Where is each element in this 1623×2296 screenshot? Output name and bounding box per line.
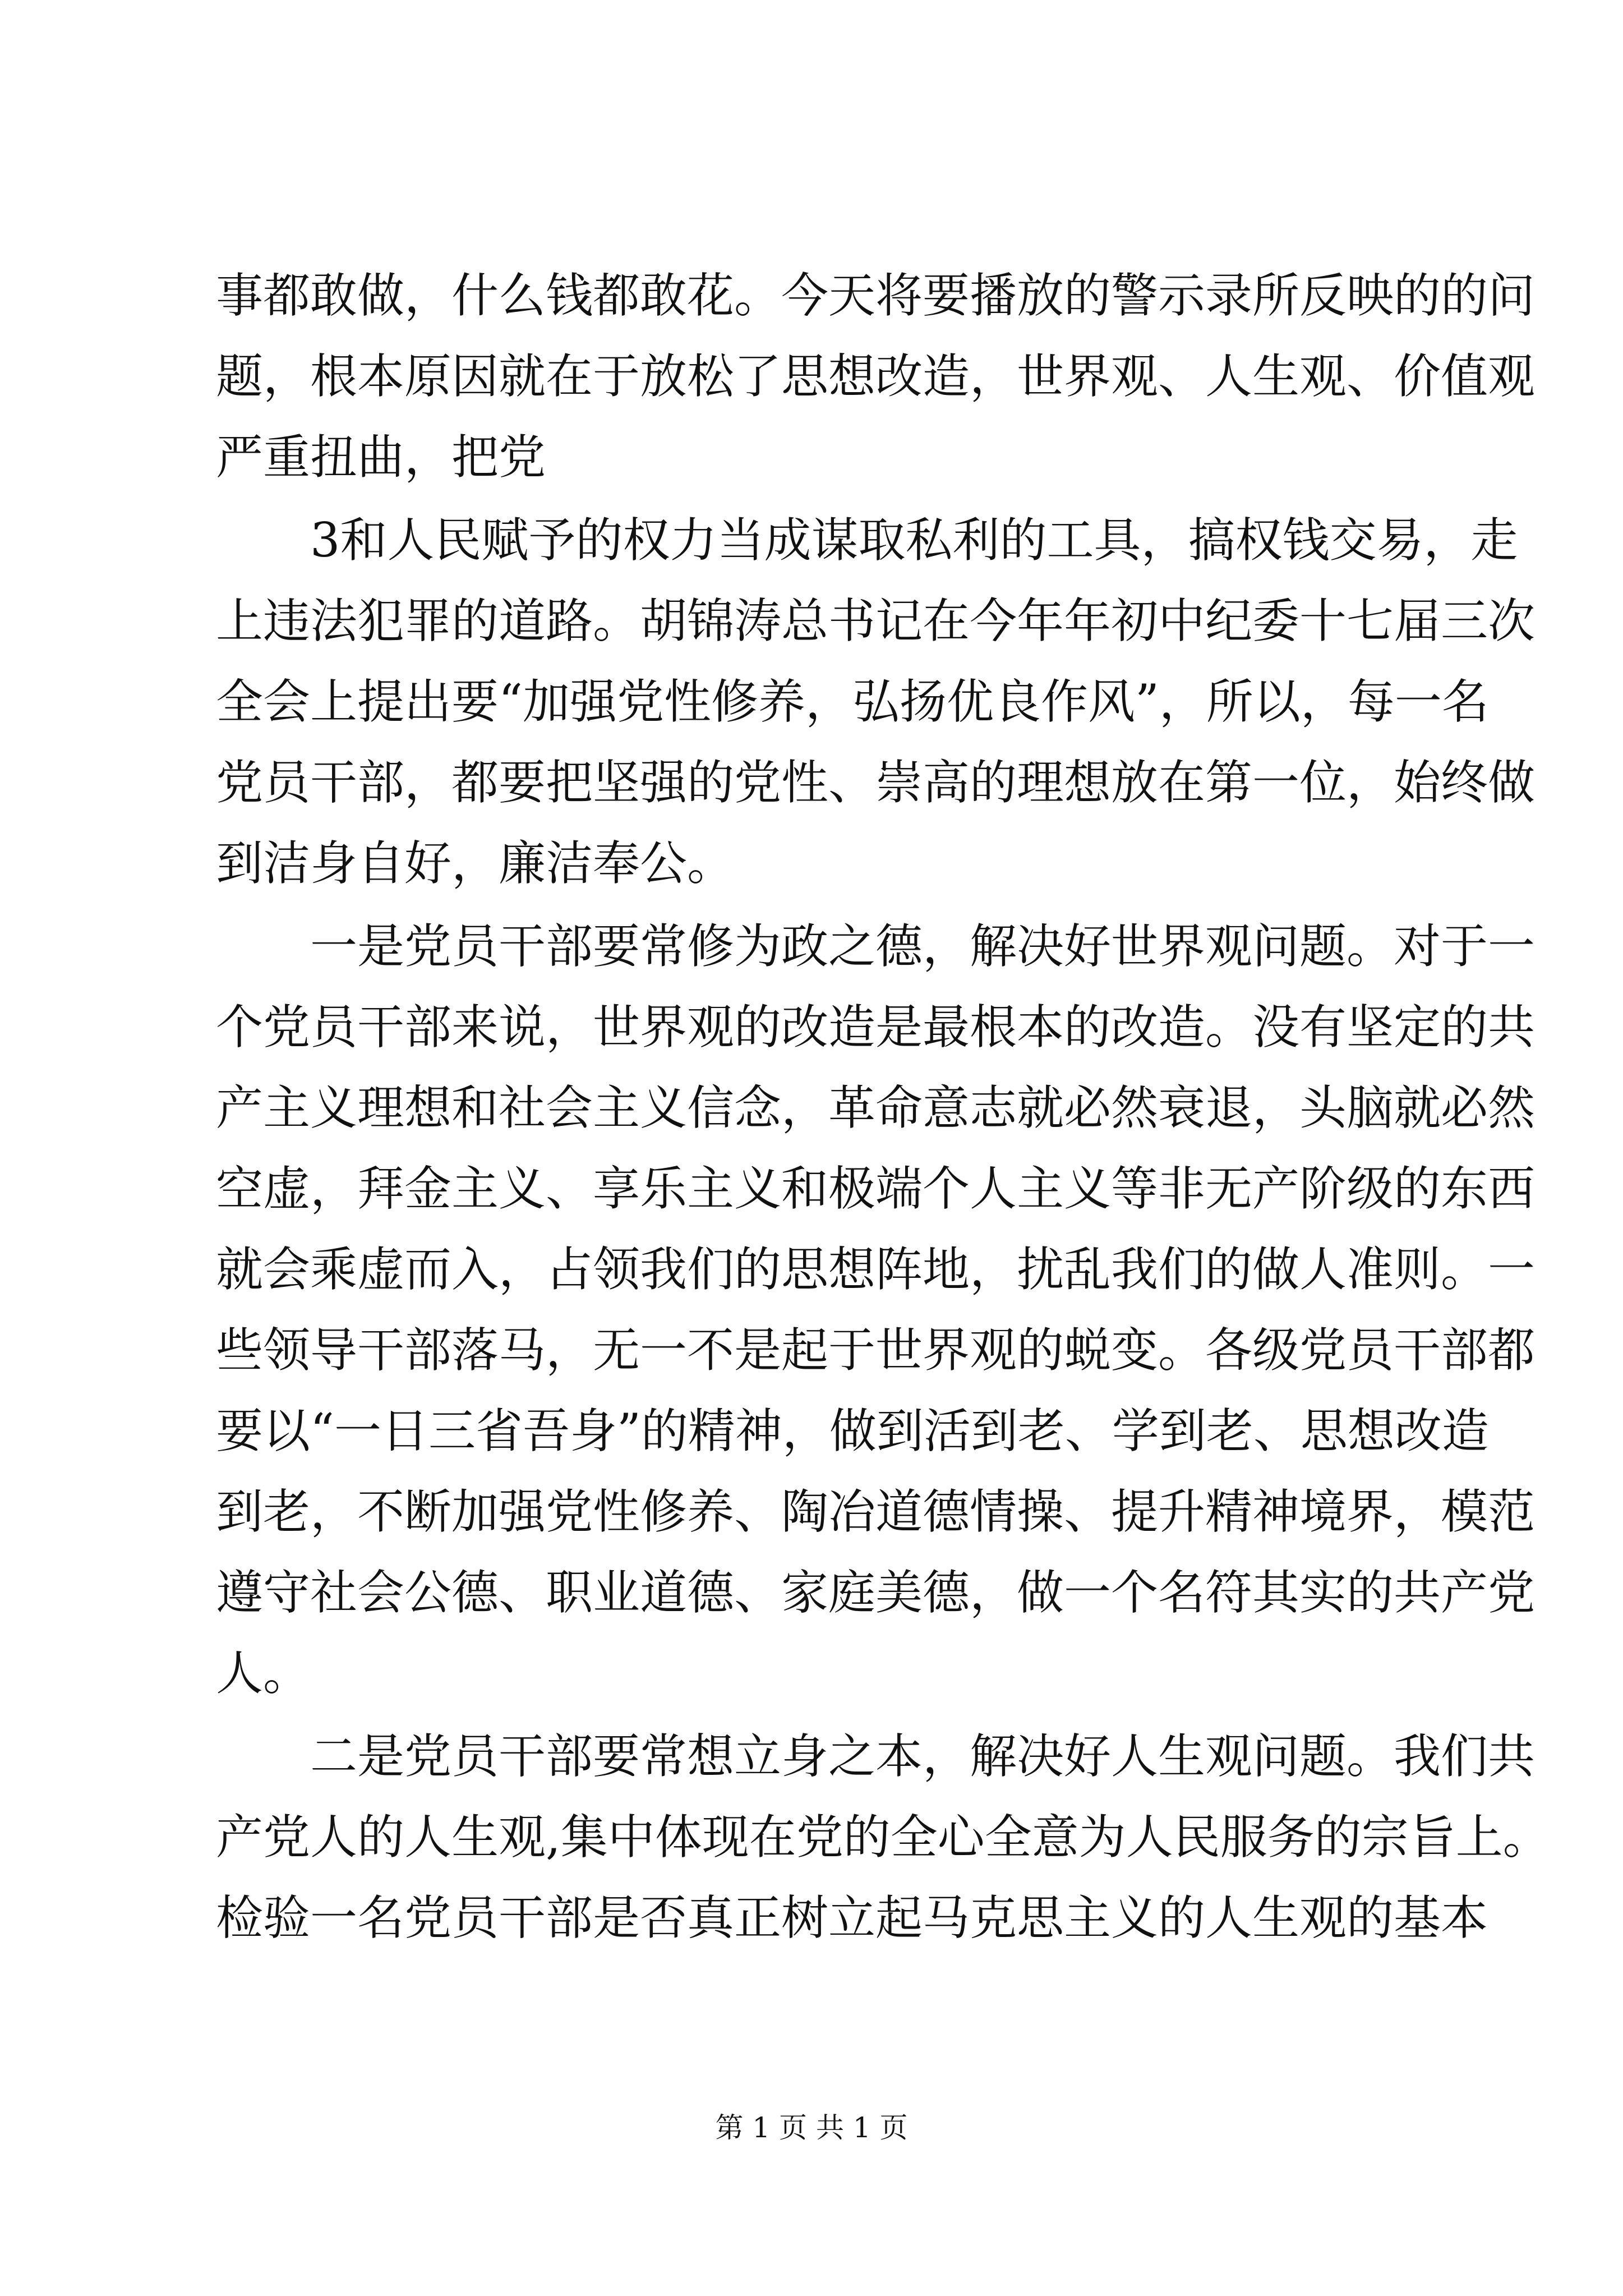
paragraph-line: 严重扭曲，把党 — [216, 430, 546, 485]
paragraph-line: 题，根本原因就在于放松了思想改造，世界观、人生观、价值观 — [216, 349, 1536, 404]
paragraph-line: 检验一名党员干部是否真正树立起马克思主义的人生观的基本 — [216, 1890, 1488, 1945]
body-text — [216, 255, 1550, 1958]
paragraph-line: 人。 — [216, 1646, 311, 1701]
paragraph-line: 些领导干部落马，无一不是起于世界观的蜕变。各级党员干部都 — [216, 1323, 1536, 1378]
paragraph-line: 党员干部，都要把坚强的党性、崇高的理想放在第一位，始终做 — [216, 755, 1536, 810]
paragraph-line: 到老，不断加强党性修养、陶冶道德情操、提升精神境界，模范 — [216, 1484, 1536, 1539]
paragraph-line: 上违法犯罪的道路。胡锦涛总书记在今年年初中纪委十七届三次 — [216, 593, 1536, 648]
paragraph-line: 产党人的人生观,集中体现在党的全心全意为人民服务的宗旨上。 — [216, 1810, 1550, 1865]
paragraph-line: 遵守社会公德、职业道德、家庭美德，做一个名符其实的共产党 — [216, 1565, 1536, 1620]
paragraph-line: 产主义理想和社会主义信念，革命意志就必然衰退，头脑就必然 — [216, 1080, 1536, 1135]
paragraph-line: 一是党员干部要常修为政之德，解决好世界观问题。对于一 — [310, 919, 1536, 974]
paragraph-line: 事都敢做，什么钱都敢花。今天将要播放的警示录所反映的的问 — [216, 268, 1536, 323]
paragraph-line: 就会乘虚而入，占领我们的思想阵地，扰乱我们的做人准则。一 — [216, 1242, 1536, 1297]
paragraph-line: 3和人民赋予的权力当成谋取私利的工具，搞权钱交易，走 — [310, 513, 1518, 568]
paragraph-line: 空虚，拜金主义、享乐主义和极端个人主义等非无产阶级的东西 — [216, 1161, 1536, 1216]
paragraph-line: 个党员干部来说，世界观的改造是最根本的改造。没有坚定的共 — [216, 1000, 1536, 1055]
paragraph-line: 要以“一日三省吾身”的精神，做到活到老、学到老、思想改造 — [216, 1404, 1489, 1458]
paragraph-line: 到洁身自好，廉洁奉公。 — [216, 836, 735, 891]
paragraph-line: 二是党员干部要常想立身之本，解决好人生观问题。我们共 — [310, 1729, 1536, 1784]
page-footer: 第 1 页 共 1 页 — [715, 2111, 908, 2144]
paragraph-line: 全会上提出要“加强党性修养，弘扬优良作风”，所以，每一名 — [216, 674, 1489, 729]
